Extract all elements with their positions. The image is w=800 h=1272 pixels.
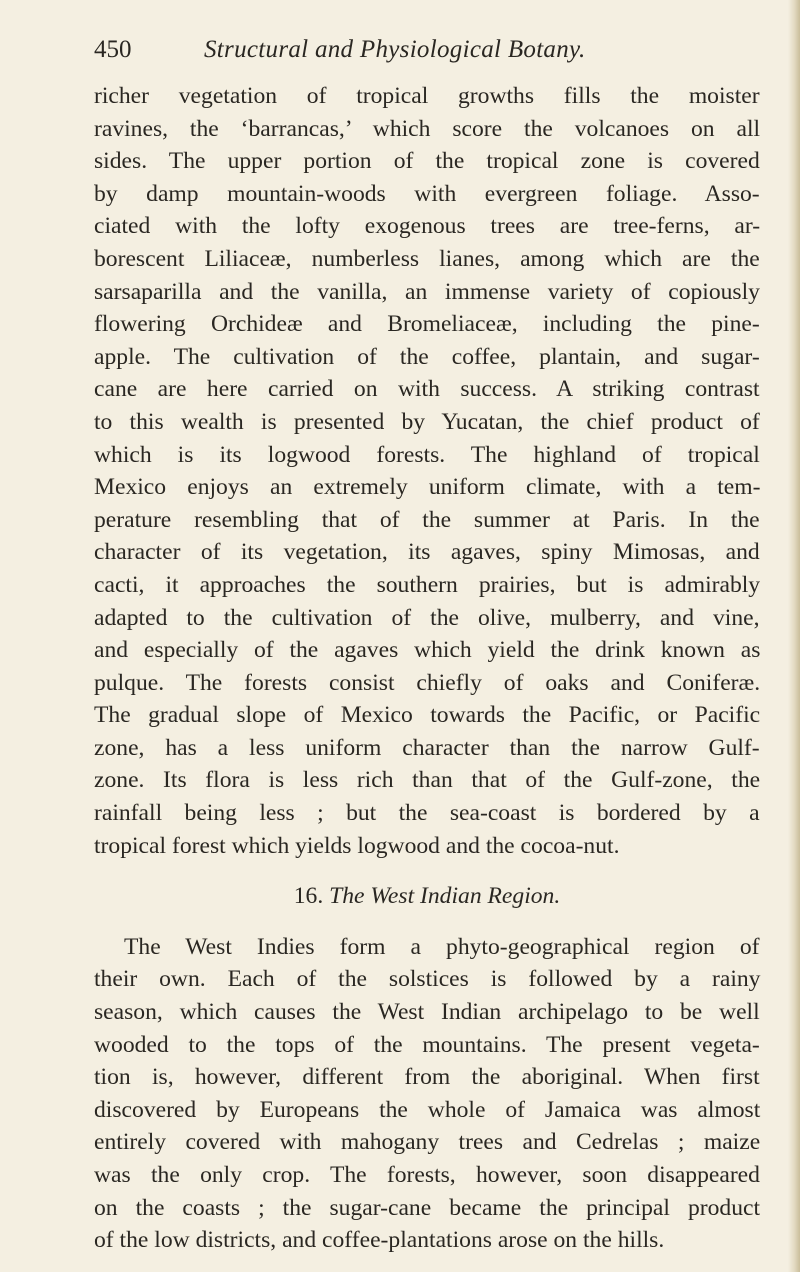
text-line: zone. Its flora is less rich than that of the Gulf-zone, the: [94, 767, 761, 794]
text-line: richer vegetation of tropical growths fills the moister: [94, 83, 760, 109]
text-line: on the coasts ; the sugar-cane became the principal product: [94, 1194, 761, 1221]
text-line: tion is, however, different from the aboriginal. When first: [94, 1064, 760, 1091]
text-line: and especially of the agaves which yield the drink known as: [94, 637, 761, 664]
section-title: The West Indian Region.: [329, 883, 561, 910]
text-line: season, which causes the West Indian archipelago to be well: [94, 999, 760, 1026]
text-line: The gradual slope of Mexico towards the Pacific, or Pacific: [94, 702, 761, 729]
text-line: pulque. The forests consist chiefly of oaks and Coniferæ.: [94, 669, 761, 696]
section-heading: [94, 880, 760, 913]
text-line: wooded to the tops of the mountains. The present vegeta-: [94, 1031, 760, 1058]
text-line: Mexico enjoys an extremely uniform climate, with a tem-: [94, 474, 761, 501]
text-line: entirely covered with mahogany trees and Cedrelas ; maize: [94, 1129, 761, 1156]
section-number: 16.: [293, 883, 324, 910]
running-header: [94, 32, 760, 68]
page-number: 450: [94, 36, 132, 63]
text-line: The West Indies form a phyto-geographical region of: [124, 933, 760, 960]
running-title: Structural and Physiological Botany.: [204, 36, 586, 63]
text-line: zone, has a less uniform character than the narrow Gulf-: [94, 734, 760, 761]
text-line: flowering Orchideæ and Bromeliaceæ, including the pine-: [94, 311, 760, 338]
text-line: cane are here carried on with success. A striking contrast: [94, 376, 760, 403]
text-line: rainfall being less ; but the sea-coast is bordered by a: [94, 800, 760, 827]
text-line: borescent Liliaceæ, numberless lianes, among which are the: [94, 245, 760, 272]
text-line: sarsaparilla and the vanilla, an immense variety of copiously: [94, 278, 760, 305]
book-page: [94, 32, 760, 1257]
text-line: cacti, it approaches the southern prairies, but is admirably: [94, 571, 761, 598]
text-line: was the only crop. The forests, however, soon disappeared: [94, 1162, 760, 1188]
text-line: which is its logwood forests. The highland of tropical: [94, 441, 760, 468]
text-line: by damp mountain-woods with evergreen foliage. Asso-: [94, 180, 760, 207]
text-line: perature resembling that of the summer at Paris. In the: [94, 506, 760, 533]
paragraph-west-indies: [94, 931, 760, 1257]
text-line: adapted to the cultivation of the olive, mulberry, and vine,: [94, 604, 760, 631]
text-line: of the low districts, and coffee-plantations arose on the hills.: [94, 1227, 665, 1254]
text-line: to this wealth is presented by Yucatan, the chief product of: [94, 408, 760, 435]
text-line: sides. The upper portion of the tropical zone is covered: [94, 148, 760, 175]
text-line: apple. The cultivation of the coffee, plantain, and sugar-: [94, 343, 760, 370]
text-line: tropical forest which yields logwood and the cocoa-nut.: [94, 832, 620, 859]
text-line: discovered by Europeans the whole of Jamaica was almost: [94, 1096, 761, 1123]
page-edge-shadow: [788, 0, 800, 1272]
text-line: ravines, the ‘barrancas,’ which score the volcanoes on all: [94, 115, 761, 142]
text-line: ciated with the lofty exogenous trees are tree-ferns, ar-: [94, 213, 761, 240]
paragraph-mexico-vegetation: [94, 80, 760, 862]
text-line: character of its vegetation, its agaves, spiny Mimosas, and: [94, 539, 760, 566]
text-line: their own. Each of the solstices is followed by a rainy: [94, 966, 761, 993]
